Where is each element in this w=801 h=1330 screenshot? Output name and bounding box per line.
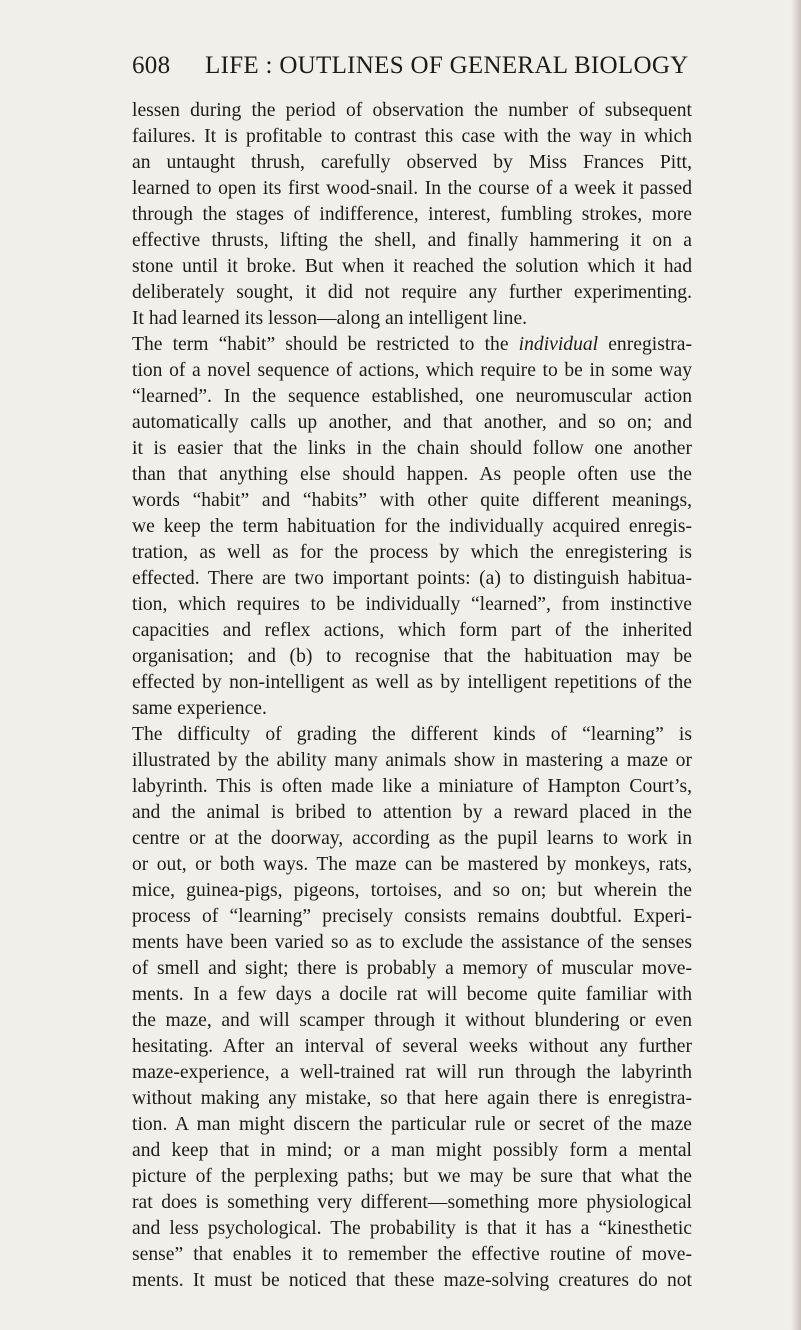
text-line: The term “habit” should be restricted to the individual enregistra-	[132, 334, 693, 355]
text-line: automatically calls up another, and that another, and so on; and	[132, 412, 692, 433]
text-line: capacities and reflex actions, which form part of the inherited	[132, 620, 692, 641]
text-line: picture of the perplexing paths; but we may be sure that what the	[132, 1166, 692, 1187]
text-line: the maze, and will scamper through it without blundering or even	[132, 1010, 692, 1031]
text-line: tration, as well as for the process by which the enregistering is	[132, 542, 692, 563]
text-line: failures. It is profitable to contrast this case with the way in which	[132, 126, 692, 147]
text-line: effected by non-intelligent as well as by intelligent repetitions of the	[132, 672, 692, 693]
body-text	[132, 98, 692, 1294]
text-line: maze-experience, a well-trained rat will run through the labyrinth	[132, 1062, 692, 1083]
text-line: and keep that in mind; or a man might possibly form a mental	[132, 1140, 692, 1161]
text-line: ments have been varied so as to exclude the assistance of the senses	[132, 932, 692, 953]
text-line: rat does is something very different—something more physiological	[132, 1192, 692, 1213]
text-line: tion of a novel sequence of actions, which require to be in some way	[132, 360, 692, 381]
text-line: than that anything else should happen. As people often use the	[132, 464, 692, 485]
text-line: and the animal is bribed to attention by a reward placed in the	[132, 802, 692, 823]
text-line: The difficulty of grading the different kinds of “learning” is	[132, 724, 692, 745]
text-line: through the stages of indifference, interest, fumbling strokes, more	[132, 204, 692, 225]
text-line: hesitating. After an interval of several weeks without any further	[132, 1036, 692, 1057]
text-line: learned to open its first wood-snail. In the course of a week it passed	[132, 178, 692, 199]
text-line: tion, which requires to be individually “learned”, from instinctive	[132, 594, 692, 615]
text-line: effected. There are two important points: (a) to distinguish habitua-	[132, 568, 692, 589]
text-line: words “habit” and “habits” with other quite different meanings,	[132, 490, 692, 511]
text-line: “learned”. In the sequence established, one neuromuscular action	[132, 386, 692, 407]
text-line: and less psychological. The probability is that it has a “kinesthetic	[132, 1218, 692, 1239]
text-line: mice, guinea-pigs, pigeons, tortoises, and so on; but wherein the	[132, 880, 692, 901]
italic-emphasis: individual	[518, 334, 599, 355]
text-line: an untaught thrush, carefully observed by Miss Frances Pitt,	[132, 152, 692, 173]
text-line: same experience.	[132, 698, 267, 719]
text-line: we keep the term habituation for the individually acquired enregis-	[132, 516, 692, 537]
text-line: lessen during the period of observation the number of subsequent	[132, 100, 692, 121]
text-line: It had learned its lesson—along an intelligent line.	[132, 308, 528, 329]
text-line: stone until it broke. But when it reached the solution which it had	[132, 256, 692, 277]
text-line: or out, or both ways. The maze can be mastered by monkeys, rats,	[132, 854, 692, 875]
running-title: LIFE : OUTLINES OF GENERAL BIOLOGY	[205, 52, 689, 79]
text-line: sense” that enables it to remember the effective routine of move-	[132, 1244, 692, 1265]
text-line: labyrinth. This is often made like a miniature of Hampton Court’s,	[132, 776, 692, 797]
text-line: effective thrusts, lifting the shell, and finally hammering it on a	[132, 230, 692, 251]
page-edge-shadow	[791, 0, 801, 1330]
text-line: of smell and sight; there is probably a memory of muscular move-	[132, 958, 692, 979]
text-line: ments. In a few days a docile rat will become quite familiar with	[132, 984, 692, 1005]
text-line: centre or at the doorway, according as the pupil learns to work in	[132, 828, 692, 849]
text-line: illustrated by the ability many animals show in mastering a maze or	[132, 750, 692, 771]
text-line: it is easier that the links in the chain should follow one another	[132, 438, 692, 459]
page-number: 608	[132, 52, 171, 79]
text-line: process of “learning” precisely consists remains doubtful. Experi-	[132, 906, 692, 927]
text-line: without making any mistake, so that here again there is enregistra-	[132, 1088, 692, 1109]
text-line: deliberately sought, it did not require any further experimenting.	[132, 282, 692, 303]
text-line: organisation; and (b) to recognise that the habituation may be	[132, 646, 692, 667]
text-line: tion. A man might discern the particular rule or secret of the maze	[132, 1114, 692, 1135]
text-line: ments. It must be noticed that these maze-solving creatures do not	[132, 1270, 692, 1291]
